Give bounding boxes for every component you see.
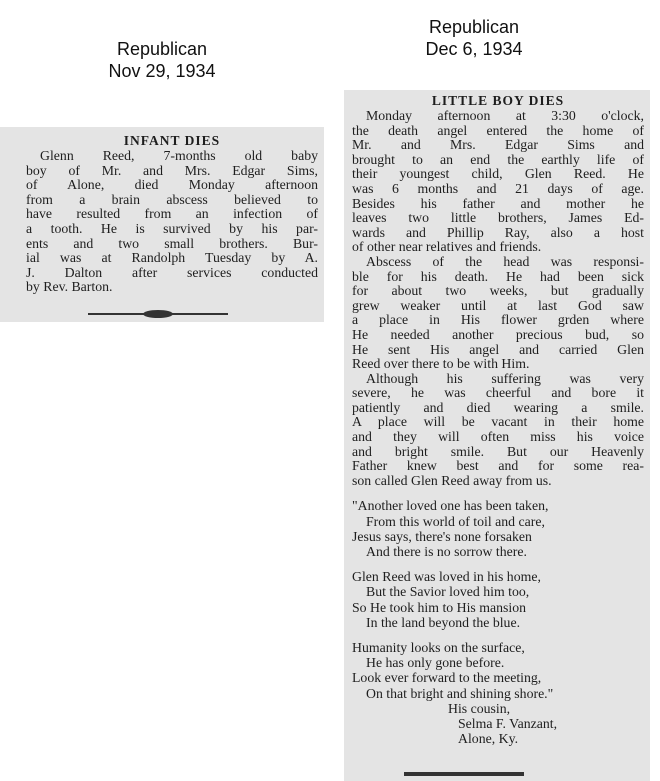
text-line: of Alone, died Monday afternoon: [26, 177, 318, 193]
poem-line: Look ever forward to the meeting,: [352, 670, 542, 686]
text-line: Abscess of the head was responsi-: [366, 253, 644, 269]
text-line: wards and Phillip Ray, also a host: [352, 224, 644, 240]
text-line: grew weaker until at last God saw: [352, 297, 644, 313]
text-line: Glenn Reed, 7-months old baby: [40, 148, 318, 163]
stanza-gap: [352, 559, 644, 569]
poem-line: Jesus says, there's none forsaken: [352, 528, 532, 544]
signature-line: His cousin,: [448, 700, 511, 716]
poem-line: So He took him to His mansion: [352, 599, 526, 615]
text-line: Monday afternoon at 3:30 o'clock,: [366, 108, 644, 123]
stanza-gap: [352, 630, 644, 640]
text-line: J. Dalton after services conducted: [26, 264, 318, 280]
poem-line: But the Savior loved him too,: [366, 584, 530, 600]
poem-line: Glen Reed was loved in his home,: [352, 569, 541, 585]
divider-rule: [88, 313, 228, 315]
stanza-gap: [352, 488, 644, 498]
text-line: ents and two small brothers. Bur-: [26, 235, 318, 251]
text-line: He needed another precious bud, so: [352, 326, 644, 342]
clipping-little-boy-dies: [344, 90, 650, 781]
text-line: and bright smile. But our Heavenly: [352, 443, 644, 459]
clipping-right-headline: LITTLE BOY DIES: [431, 93, 565, 108]
caption-left: [62, 38, 262, 82]
text-line: brought to an end the earthly life of: [352, 151, 644, 167]
text-line: was 6 months and 21 days of age.: [352, 180, 644, 196]
text-line: the death angel entered the home of: [352, 122, 644, 138]
text-line: He sent His angel and carried Glen: [352, 341, 644, 357]
poem-line: On that bright and shining shore.": [366, 685, 554, 701]
text-line: a tooth. He is survived by his par-: [26, 220, 318, 236]
poem-line: In the land beyond the blue.: [366, 614, 521, 630]
text-line: and they will often miss his voice: [352, 429, 644, 445]
text-line: patiently and died wearing a smile.: [352, 399, 644, 415]
signature-line: Alone, Ky.: [458, 731, 519, 747]
clipping-infant-dies: [0, 127, 324, 322]
text-line: boy of Mr. and Mrs. Edgar Sims,: [26, 162, 318, 178]
clipping-left-headline: INFANT DIES: [123, 133, 221, 148]
poem-line: He has only gone before.: [366, 655, 505, 671]
text-line: son called Glen Reed away from us.: [352, 472, 552, 488]
text-line: ble for his death. He had been sick: [352, 268, 644, 284]
text-line: have resulted from an infection of: [26, 206, 318, 222]
text-line: Father knew best and for some rea-: [352, 458, 644, 474]
signature-line: Selma F. Vanzant,: [458, 716, 558, 732]
text-line: a place in His flower grden where: [352, 312, 644, 328]
poem-line: From this world of toil and care,: [366, 513, 545, 529]
poem-line: Humanity looks on the surface,: [352, 640, 525, 656]
text-line: Although his suffering was very: [366, 370, 644, 386]
text-line: of other near relatives and friends.: [352, 239, 542, 255]
text-line: Mr. and Mrs. Edgar Sims and: [352, 137, 644, 153]
text-line: by Rev. Barton.: [26, 279, 113, 295]
caption-right-paper: Republican: [428, 17, 520, 37]
text-line: A place will be vacant in their home: [352, 414, 644, 430]
caption-left-paper: Republican: [116, 39, 208, 59]
text-line: from a brain abscess believed to: [26, 191, 318, 207]
divider-rule: [404, 772, 524, 776]
text-line: leaves two little brothers, James Ed-: [352, 210, 644, 226]
text-line: for about two weeks, but gradually: [352, 283, 644, 299]
text-line: severe, he was cheerful and bore it: [352, 385, 644, 401]
text-line: Besides his father and mother he: [352, 195, 644, 211]
caption-left-date: Nov 29, 1934: [108, 61, 216, 81]
text-line: Reed over there to be with Him.: [352, 356, 530, 372]
text-line: ial was at Randolph Tuesday by A.: [26, 250, 318, 266]
poem-line: And there is no sorrow there.: [366, 544, 527, 560]
caption-right-date: Dec 6, 1934: [425, 39, 523, 59]
poem-line: "Another loved one has been taken,: [352, 498, 549, 514]
caption-right: [374, 16, 574, 60]
text-line: their youngest child, Glen Reed. He: [352, 166, 644, 182]
